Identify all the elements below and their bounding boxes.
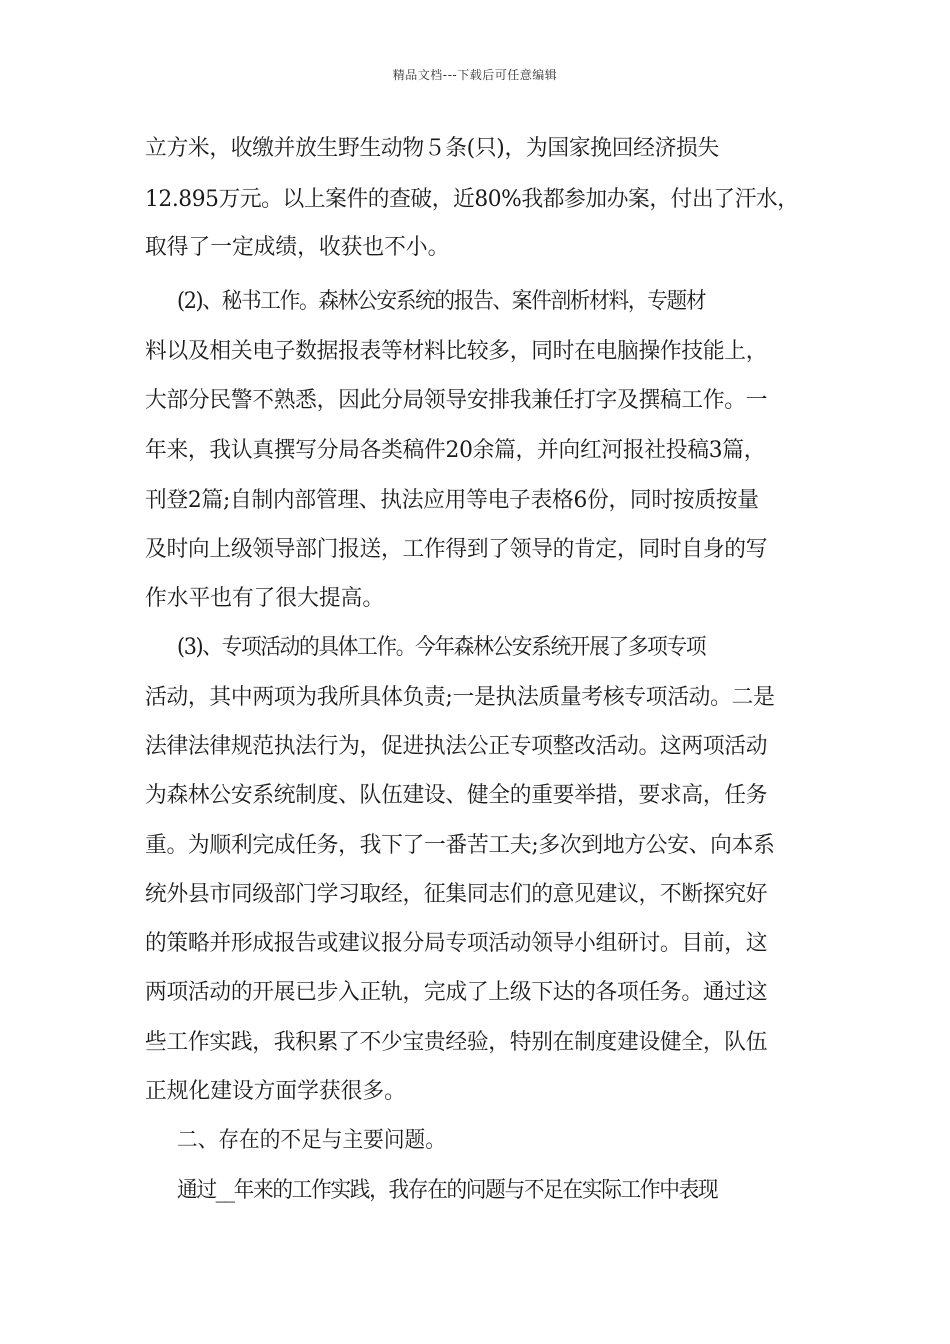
paragraph-line: 活动，其中两项为我所具体负责;一是执法质量考核专项活动。二是 — [145, 685, 775, 710]
page-header: 精品文档---下载后可任意编辑 — [392, 68, 558, 82]
paragraph-line: 通过__年来的工作实践，我存在的问题与不足在实际工作中表现 — [177, 1178, 718, 1203]
paragraph-line: 立方米，收缴并放生野生动物５条(只)，为国家挽回经济损失 — [145, 136, 719, 161]
paragraph-line: 年来，我认真撰写分局各类稿件20余篇，并向红河报社投稿3篇， — [145, 438, 766, 463]
paragraph-line: 为森林公安系统制度、队伍建设、健全的重要举措，要求高，任务 — [145, 783, 768, 808]
paragraph-line: 12.895万元。以上案件的查破，近80%我都参加办案，付出了汗水， — [145, 187, 799, 212]
paragraph-line: 大部分民警不熟悉，因此分局领导安排我兼任打字及撰稿工作。一 — [145, 388, 768, 413]
paragraph-line: 法律法律规范执法行为，促进执法公正专项整改活动。这两项活动 — [145, 734, 768, 759]
paragraph-line: 及时向上级领导部门报送，工作得到了领导的肯定，同时自身的写 — [145, 537, 768, 562]
paragraph-line: 料以及相关电子数据报表等材料比较多，同时在电脑操作技能上， — [145, 339, 768, 364]
paragraph-line: 两项活动的开展已步入正轨，完成了上级下达的各项任务。通过这 — [145, 980, 768, 1005]
paragraph-line: 统外县市同级部门学习取经，征集同志们的意见建议，不断探究好 — [145, 882, 768, 907]
paragraph-line: 重。为顺利完成任务，我下了一番苦工夫;多次到地方公安、向本系 — [145, 833, 775, 858]
section-heading: 二、存在的不足与主要问题。 — [177, 1128, 446, 1153]
paragraph-line: (3)、专项活动的具体工作。今年森林公安系统开展了多项专项 — [177, 635, 706, 660]
paragraph-line: 刊登2篇;自制内部管理、执法应用等电子表格6份，同时按质按量 — [145, 488, 759, 513]
paragraph-line: (2)、秘书工作。森林公安系统的报告、案件剖析材料，专题材 — [177, 289, 706, 314]
paragraph-line: 的策略并形成报告或建议报分局专项活动领导小组研讨。目前，这 — [145, 931, 768, 956]
paragraph-line: 作水平也有了很大提高。 — [145, 586, 385, 611]
paragraph-line: 些工作实践，我积累了不少宝贵经验，特别在制度建设健全，队伍 — [145, 1030, 768, 1055]
paragraph-line: 正规化建设方面学获很多。 — [145, 1079, 406, 1104]
paragraph-line: 取得了一定成绩，收获也不小。 — [145, 235, 450, 260]
